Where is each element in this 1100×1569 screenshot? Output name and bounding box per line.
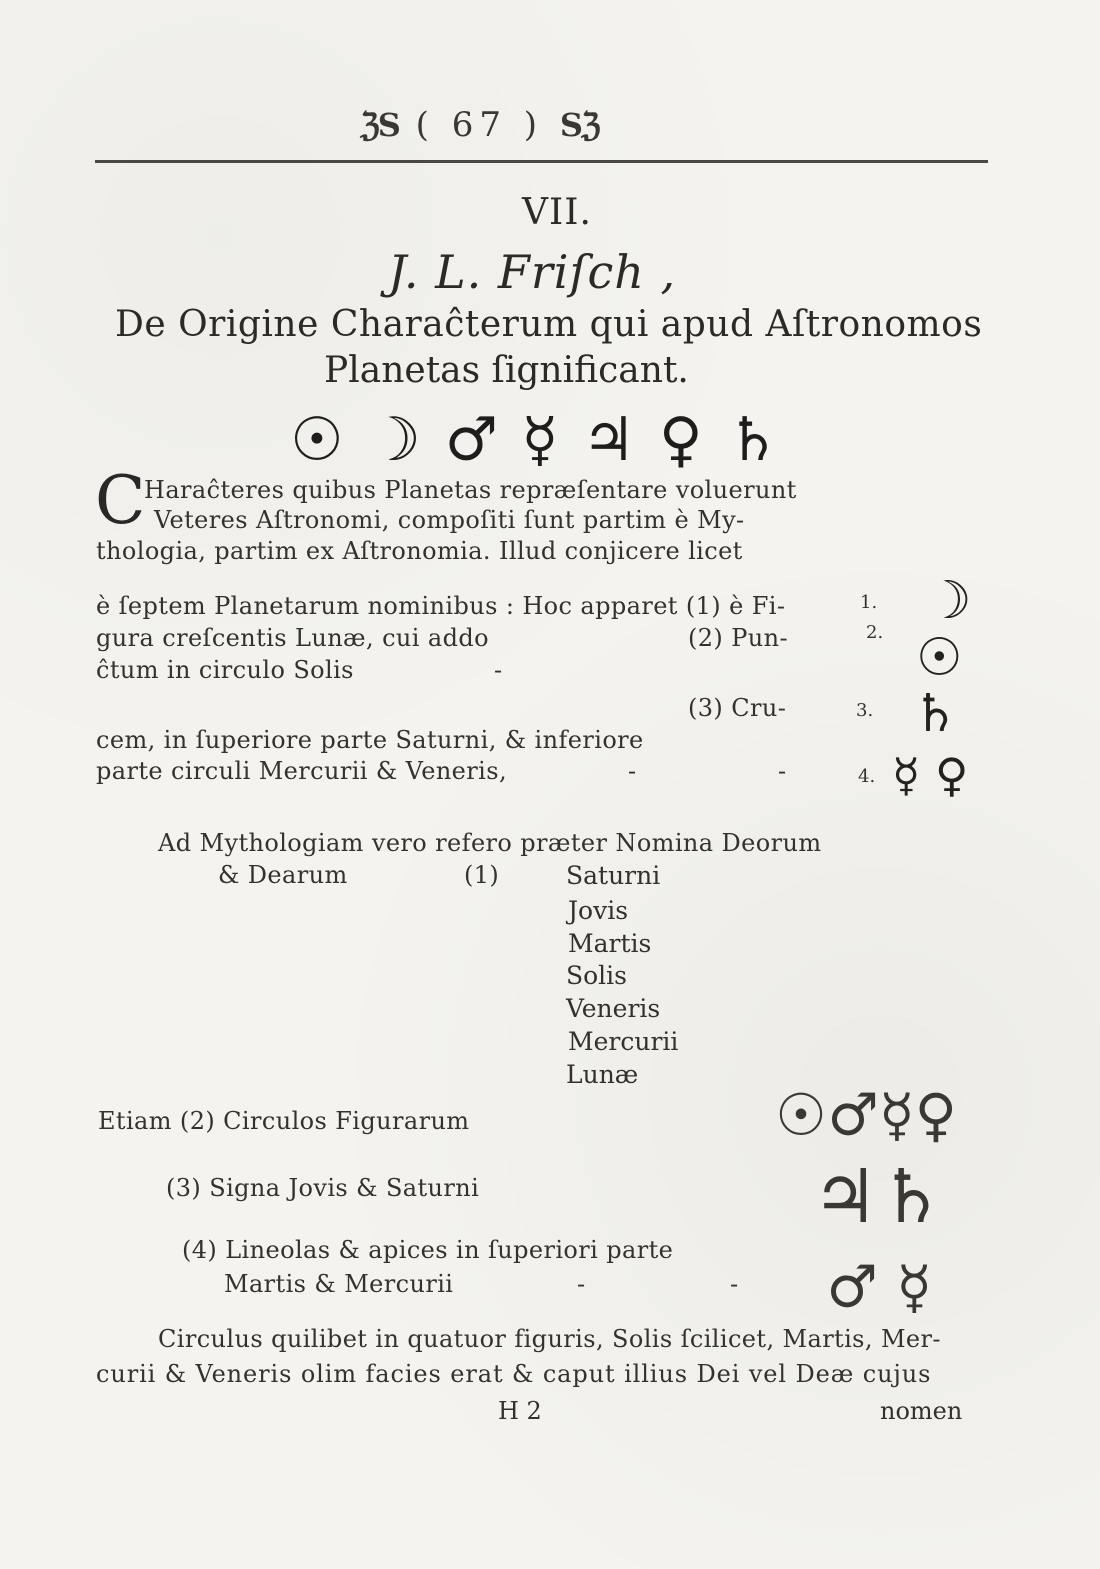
etiam-line: Martis & Mercurii: [224, 1270, 454, 1298]
list-line: cem, in ſuperiore parte Saturni, & inferiore: [96, 726, 644, 754]
paragraph-line: thologia, partim ex Aſtronomia. Illud conjicere licet: [96, 537, 743, 565]
list-number: 4.: [858, 766, 876, 787]
list-line: è ſeptem Planetarum nominibus : Hoc apparet (1) è Fi-: [96, 592, 786, 620]
mythology-line: & Dearum: [218, 861, 348, 889]
mars-mercury-signs-icon: ♂ ☿: [826, 1253, 933, 1321]
moon-symbol-icon: ☽: [367, 405, 421, 475]
god-name: Lunæ: [566, 1060, 639, 1089]
right-ornament: Sℨ: [559, 106, 599, 144]
dash: -: [730, 1270, 739, 1298]
dash: -: [628, 757, 637, 785]
mars-symbol-icon: ♂: [444, 405, 499, 475]
list-number: 1.: [860, 592, 878, 613]
saturn-symbol-icon: ♄: [912, 684, 959, 744]
mercury-symbol-icon: ☿: [521, 405, 559, 475]
section-title-line-2: Planetas ſignificant.: [324, 350, 689, 391]
mythology-marker: (1): [464, 861, 500, 889]
moon-symbol-icon: ☽: [925, 571, 972, 631]
god-name: Jovis: [568, 896, 629, 925]
planet-symbols-row: [290, 400, 780, 480]
list-line: (2) Pun-: [688, 624, 788, 652]
god-name: Solis: [566, 961, 627, 990]
catchword: nomen: [880, 1397, 963, 1425]
list-line: gura creſcentis Lunæ, cui addo: [96, 624, 489, 652]
list-line: ĉtum in circulo Solis: [96, 656, 354, 684]
dash: -: [577, 1270, 586, 1298]
author-name: J. L. Friſch ,: [388, 245, 677, 299]
sun-symbol-icon: ☉: [916, 628, 963, 688]
jupiter-symbol-icon: ♃: [581, 405, 636, 475]
section-number: VII.: [522, 192, 592, 233]
list-number: 3.: [856, 700, 874, 721]
etiam-line: (4) Lineolas & apices in ſuperiori parte: [182, 1236, 674, 1264]
left-ornament: ℨS: [360, 106, 399, 144]
sun-symbol-icon: ☉: [290, 405, 344, 475]
saturn-symbol-icon: ♄: [726, 405, 780, 475]
god-name: Saturni: [566, 861, 661, 890]
page-header: [360, 105, 700, 145]
venus-symbol-icon: ♀: [658, 405, 703, 475]
signature-mark: H 2: [498, 1397, 542, 1425]
drop-cap: C: [95, 462, 146, 539]
list-number: 2.: [866, 622, 884, 643]
mercury-venus-symbols-icon: ☿ ♀: [892, 748, 969, 802]
god-name: Veneris: [566, 994, 661, 1023]
list-line: (3) Cru-: [688, 694, 787, 722]
etiam-line: (3) Signa Jovis & Saturni: [166, 1174, 480, 1202]
etiam-line: Etiam (2) Circulos Figurarum: [98, 1107, 470, 1135]
closing-line: curii & Veneris olim facies erat & caput illius Dei vel Deæ cujus: [96, 1360, 932, 1388]
dash: -: [778, 757, 787, 785]
jupiter-saturn-signs-icon: ♃♄: [812, 1154, 945, 1240]
circle-figures-icon: ☉♂☿♀: [775, 1081, 957, 1149]
closing-line: Circulus quilibet in quatuor figuris, Solis ſcilicet, Martis, Mer-: [158, 1325, 941, 1353]
header-rule: [95, 160, 988, 163]
paragraph-line: Haraĉteres quibus Planetas repræſentare voluerunt: [144, 476, 797, 504]
god-name: Mercurii: [568, 1027, 679, 1056]
god-name: Martis: [568, 929, 652, 958]
section-title-line-1: De Origine Charaĉterum qui apud Aſtronomos: [115, 304, 983, 345]
page-number: ( 67 ): [415, 105, 544, 145]
mythology-line: Ad Mythologiam vero refero præter Nomina Deorum: [158, 829, 822, 857]
list-line: parte circuli Mercurii & Veneris,: [96, 757, 507, 785]
paragraph-line: Veteres Aſtronomi, compoſiti ſunt partim è My-: [154, 506, 745, 534]
dash: -: [494, 656, 503, 684]
